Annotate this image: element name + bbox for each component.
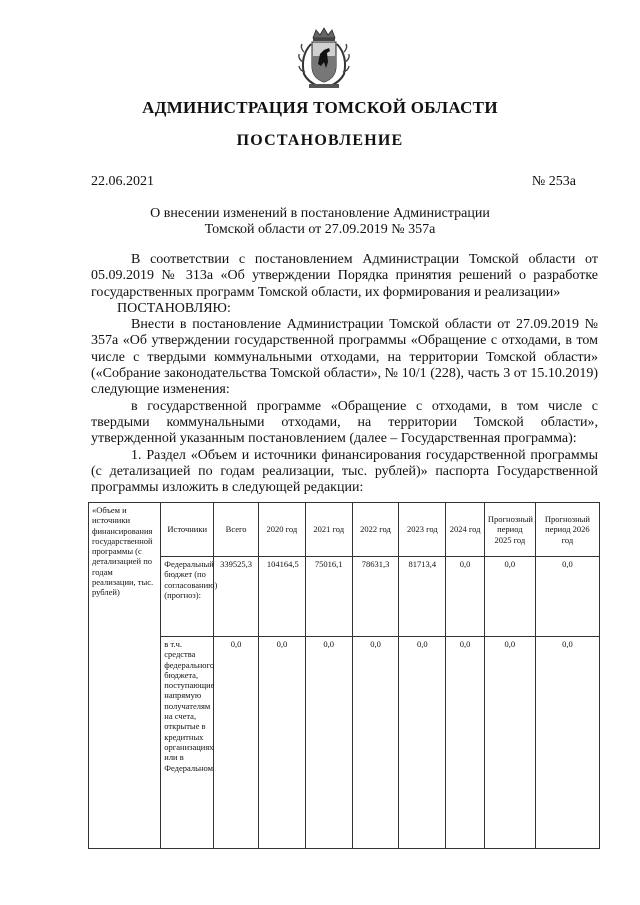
value-cell: 78631,3 — [352, 557, 399, 637]
table-header-row — [89, 503, 600, 557]
header-cell: 2023 год — [399, 503, 446, 557]
value-cell: 75016,1 — [305, 557, 352, 637]
value-cell: 0,0 — [484, 637, 535, 849]
financing-table — [88, 502, 600, 849]
source-cell: Федеральный бюджет (по согласованию) (прогноз): — [161, 557, 214, 637]
value-cell: 0,0 — [484, 557, 535, 637]
value-cell: 0,0 — [446, 637, 485, 849]
value-cell: 0,0 — [305, 637, 352, 849]
header-cell: Прогнозный период 2026 год — [535, 503, 599, 557]
source-cell: в т.ч. средства федерального бюджета, поступающие напрямую получателям на счета, открытые в кредитных организациях или в Федеральном — [161, 637, 214, 849]
header-cell: Источники — [161, 503, 214, 557]
paragraph-amend: Внести в постановление Администрации Томской области от 27.09.2019 № 357а «Об утверждении государственной программы «Обращение с отходами, в том числе с твердыми коммунальными отходами, на территории Томской области» («Собрание законодательства Томской области», № 10/1 (228), часть 3 от 15.10.2019) следующие изменения: — [91, 317, 598, 398]
document-number: № 253а — [531, 174, 576, 189]
table-row — [89, 637, 600, 849]
value-cell: 339525,3 — [214, 557, 259, 637]
table-row — [89, 557, 600, 637]
header-cell: 2024 год — [446, 503, 485, 557]
subject-line-1: О внесении изменений в постановление Администрации — [150, 206, 490, 221]
header-cell: Всего — [214, 503, 259, 557]
value-cell: 0,0 — [214, 637, 259, 849]
paragraph-program: в государственной программе «Обращение с отходами, в том числе с твердыми коммунальными отходами, на территории Томской области», утвержденной указанным постановлением (далее – Государственная программа): — [91, 398, 598, 447]
value-cell: 0,0 — [258, 637, 305, 849]
row-label-cell: «Объем и источники финансирования государственной программы (с детализацией по годам реализации, тыс. рублей) — [89, 503, 161, 849]
value-cell: 81713,4 — [399, 557, 446, 637]
organization-title: АДМИНИСТРАЦИЯ ТОМСКОЙ ОБЛАСТИ — [142, 98, 498, 117]
subject-line-2: Томской области от 27.09.2019 № 357а — [204, 222, 436, 237]
header-cell: 2022 год — [352, 503, 399, 557]
paragraph-basis: В соответствии с постановлением Администрации Томской области от 05.09.2019 № 313а «Об утверждении Порядка принятия решений о разработке государственных программ Томской области, их формирования и реализации» — [91, 252, 598, 300]
tomsk-coat-of-arms-icon — [296, 26, 352, 90]
document-subject — [0, 206, 640, 238]
value-cell: 0,0 — [352, 637, 399, 849]
document-date: 22.06.2021 — [91, 174, 154, 189]
header-cell: Прогнозный период 2025 год — [484, 503, 535, 557]
header-cell: 2020 год — [258, 503, 305, 557]
paragraph-resolve: ПОСТАНОВЛЯЮ: — [117, 300, 231, 316]
value-cell: 0,0 — [535, 557, 599, 637]
value-cell: 0,0 — [399, 637, 446, 849]
value-cell: 0,0 — [535, 637, 599, 849]
value-cell: 104164,5 — [258, 557, 305, 637]
value-cell: 0,0 — [446, 557, 485, 637]
paragraph-section: 1. Раздел «Объем и источники финансирования государственной программы (с детализацией по годам реализации, тыс. рублей)» паспорта Государственной программы изложить в следующей редакции: — [91, 447, 598, 496]
document-body — [91, 252, 598, 496]
document-type: ПОСТАНОВЛЕНИЕ — [236, 132, 404, 149]
header-cell: 2021 год — [305, 503, 352, 557]
